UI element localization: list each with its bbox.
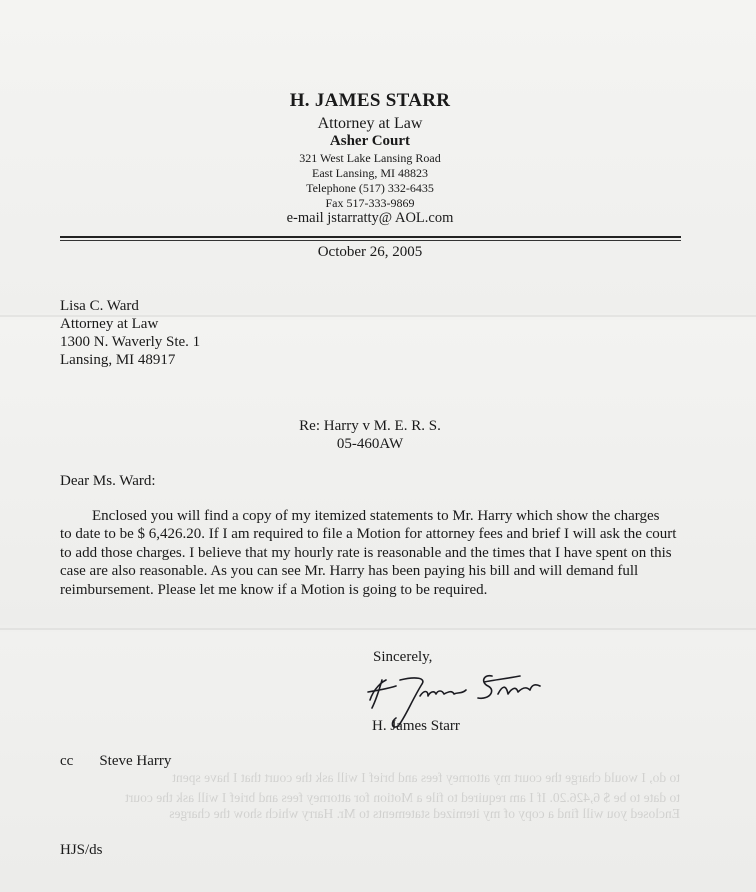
body-line: to date to be $ 6,426.20. If I am required to file a Motion for attorney fees and brief I will ask the court bbox=[60, 526, 677, 543]
letterhead-title: Attorney at Law bbox=[317, 115, 423, 132]
cc-name: Steve Harry bbox=[99, 753, 172, 769]
salutation: Dear Ms. Ward: bbox=[60, 473, 156, 489]
body-line: case are also reasonable. As you can see Mr. Harry has been paying his bill and will demand full bbox=[60, 563, 639, 580]
closing: Sincerely, bbox=[373, 649, 433, 665]
body-line: reimbursement. Please let me know if a Motion is going to be required. bbox=[60, 581, 488, 598]
body-line: to add those charges. I believe that my hourly rate is reasonable and the times that I have spent on this bbox=[60, 544, 672, 561]
case-number: 05-460AW bbox=[336, 436, 404, 452]
recipient-address-1: 1300 N. Waverly Ste. 1 bbox=[60, 334, 201, 350]
letterhead-fax: Fax 517-333-9869 bbox=[325, 196, 415, 210]
letterhead-telephone: Telephone (517) 332-6435 bbox=[306, 181, 434, 195]
bleed-through-text: to date to be $ 6,426.20. If I am required to file a Motion for attorney fees and brief I will ask the court bbox=[125, 790, 680, 805]
letterhead-address-1: 321 West Lake Lansing Road bbox=[299, 151, 441, 165]
typist-initials: HJS/ds bbox=[60, 842, 103, 858]
letterhead-divider bbox=[60, 240, 681, 241]
recipient-block bbox=[60, 297, 200, 369]
letterhead-name: H. JAMES STARR bbox=[289, 90, 451, 111]
letter-body bbox=[60, 507, 700, 599]
cc-line bbox=[60, 752, 171, 770]
signer-name: H. James Starr bbox=[372, 718, 460, 734]
recipient-address-2: Lansing, MI 48917 bbox=[60, 352, 176, 368]
paper-fold bbox=[0, 628, 756, 630]
bleed-through-text: Enclosed you will find a copy of my itemized statements to Mr. Harry which show the charges bbox=[169, 806, 680, 821]
body-line: Enclosed you will find a copy of my itemized statements to Mr. Harry which show the charges bbox=[92, 508, 660, 524]
recipient-title: Attorney at Law bbox=[60, 316, 159, 332]
letterhead-office: Asher Court bbox=[329, 133, 411, 149]
letterhead-address-2: East Lansing, MI 48823 bbox=[312, 166, 428, 180]
cc-label: cc bbox=[60, 753, 74, 769]
letter-date: October 26, 2005 bbox=[317, 244, 423, 260]
bleed-through-text: to do, I would charge the court my attorney fees and brief I will ask the court that I have spent bbox=[172, 770, 680, 785]
letterhead-email: e-mail jstarratty@ AOL.com bbox=[286, 210, 454, 226]
re-line: Re: Harry v M. E. R. S. bbox=[299, 418, 441, 434]
letterhead-divider bbox=[60, 236, 681, 238]
recipient-name: Lisa C. Ward bbox=[60, 298, 139, 314]
